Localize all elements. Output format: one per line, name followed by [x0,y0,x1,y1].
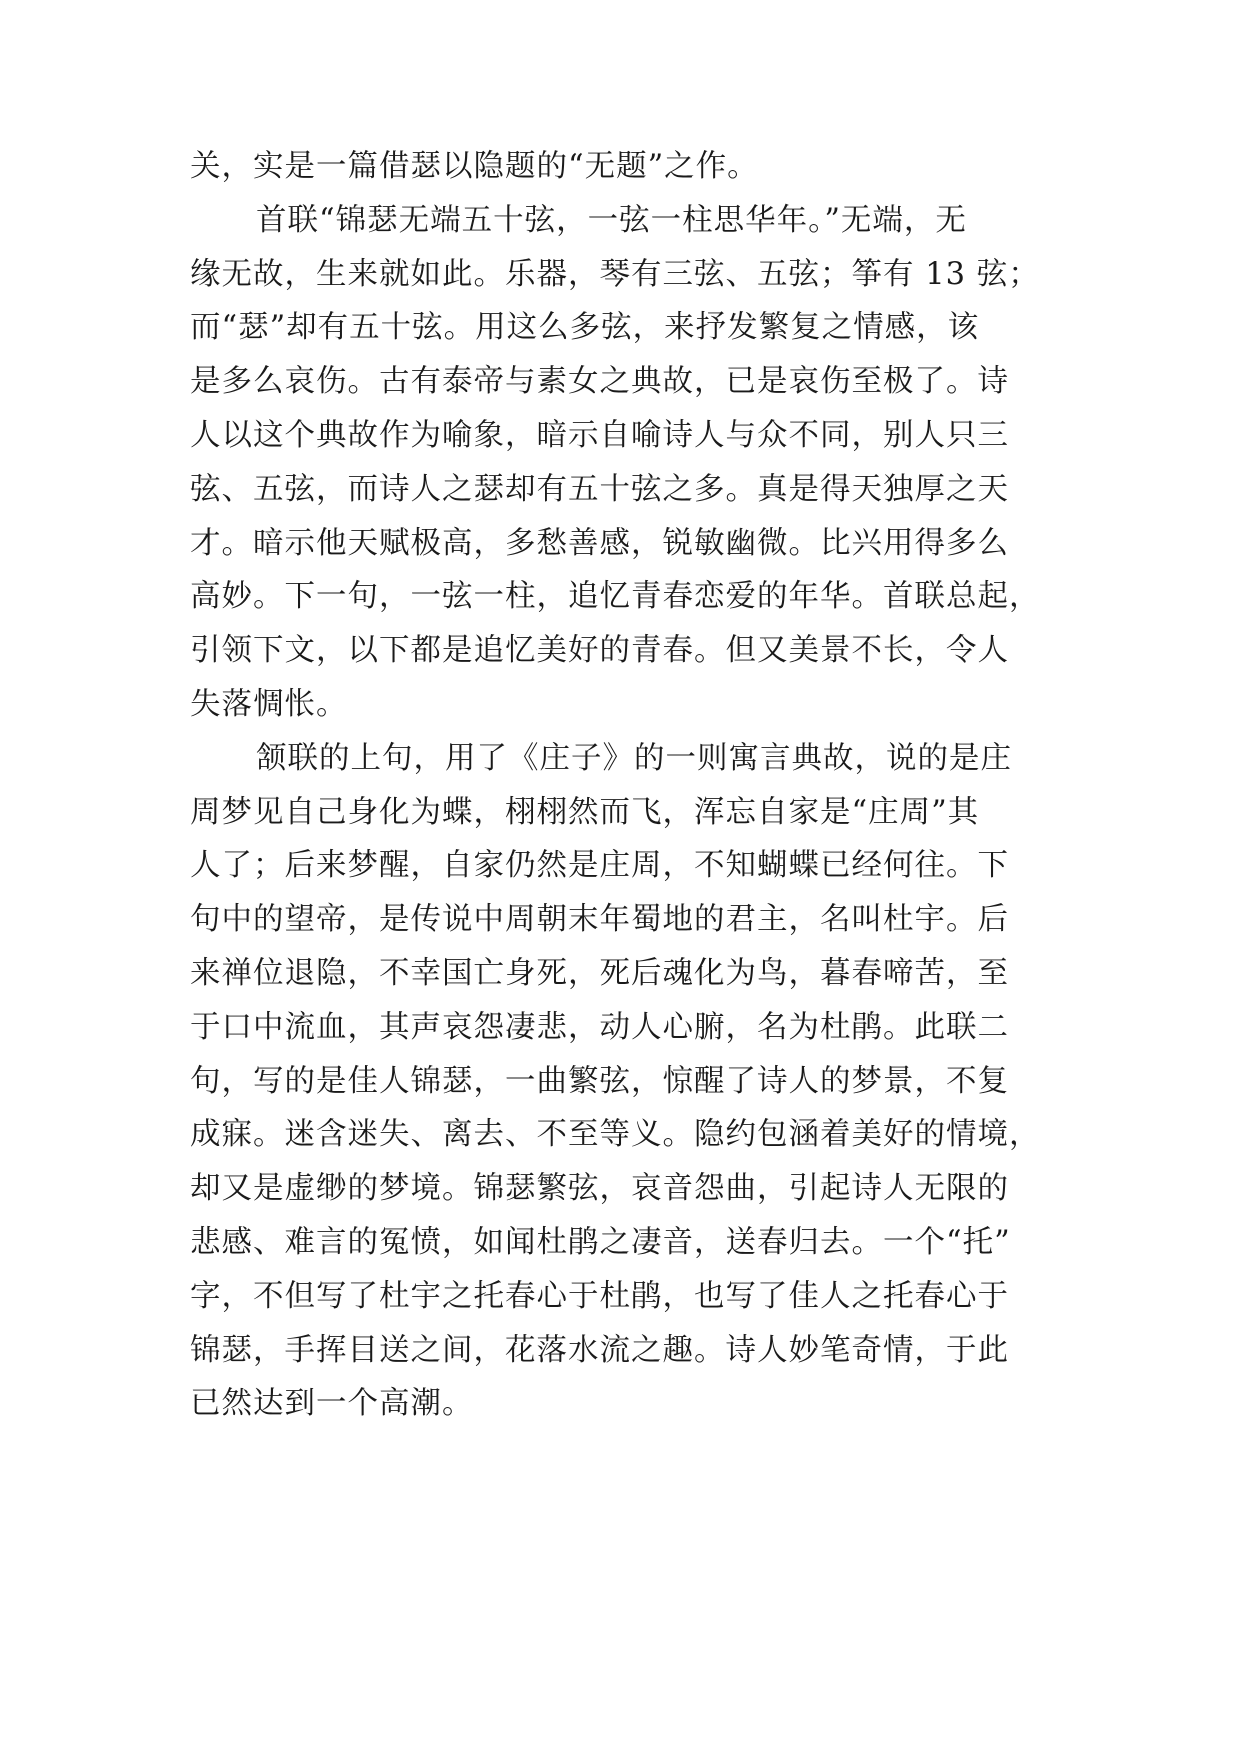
text-line: 悲感、难言的冤愤，如闻杜鹃之凄音，送春归去。一个“托” [190,1224,1011,1260]
text-line: 字，不但写了杜宇之托春心于杜鹃，也写了佳人之托春心于 [190,1278,1009,1314]
text-line: 弦、五弦，而诗人之瑟却有五十弦之多。真是得天独厚之天 [190,471,1009,507]
text-line: 才。暗示他天赋极高，多愁善感，锐敏幽微。比兴用得多么 [190,525,1009,561]
text-line: 于口中流血，其声哀怨凄悲，动人心腑，名为杜鹃。此联二 [190,1009,1009,1045]
text-line: 引领下文，以下都是追忆美好的青春。但又美景不长，令人 [190,633,1009,669]
text-line: 锦瑟，手挥目送之间，花落水流之趣。诗人妙笔奇情，于此 [190,1332,1009,1368]
text-line: 首联“锦瑟无端五十弦，一弦一柱思华年。”无端，无 [256,202,967,238]
text-line: 来禅位退隐，不幸国亡身死，死后魂化为鸟，暮春啼苦，至 [190,955,1009,991]
text-line: 句，写的是佳人锦瑟，一曲繁弦，惊醒了诗人的梦景，不复 [190,1063,1009,1099]
text-line: 颔联的上句，用了《庄子》的一则寓言典故，说的是庄 [256,740,1012,776]
text-line: 人了；后来梦醒，自家仍然是庄周，不知蝴蝶已经何往。下 [190,848,1009,884]
text-line: 高妙。下一句，一弦一柱，追忆青春恋爱的年华。首联总起， [190,579,1041,615]
text-line: 关，实是一篇借瑟以隐题的“无题”之作。 [190,149,759,184]
text-line: 人以这个典故作为喻象，暗示自喻诗人与众不同，别人只三 [190,417,1009,453]
text-line: 是多么哀伤。古有泰帝与素女之典故，已是哀伤至极了。诗 [190,364,1009,400]
text-line: 已然达到一个高潮。 [190,1386,474,1422]
text-line: 成寐。迷含迷失、离去、不至等义。隐约包涵着美好的情境， [190,1117,1041,1153]
text-line: 缘无故，生来就如此。乐器，琴有三弦、五弦；筝有 13 弦； [190,256,1040,292]
text-line: 而“瑟”却有五十弦。用这么多弦，来抒发繁复之情感，该 [190,310,980,346]
text-line: 失落惆怅。 [190,686,348,722]
text-line: 却又是虚缈的梦境。锦瑟繁弦，哀音怨曲，引起诗人无限的 [190,1171,1009,1207]
body-text [190,140,1060,1431]
text-line: 周梦见自己身化为蝶，栩栩然而飞，浑忘自家是“庄周”其 [190,794,980,830]
text-line: 句中的望帝，是传说中周朝末年蜀地的君主，名叫杜宇。后 [190,902,1009,938]
